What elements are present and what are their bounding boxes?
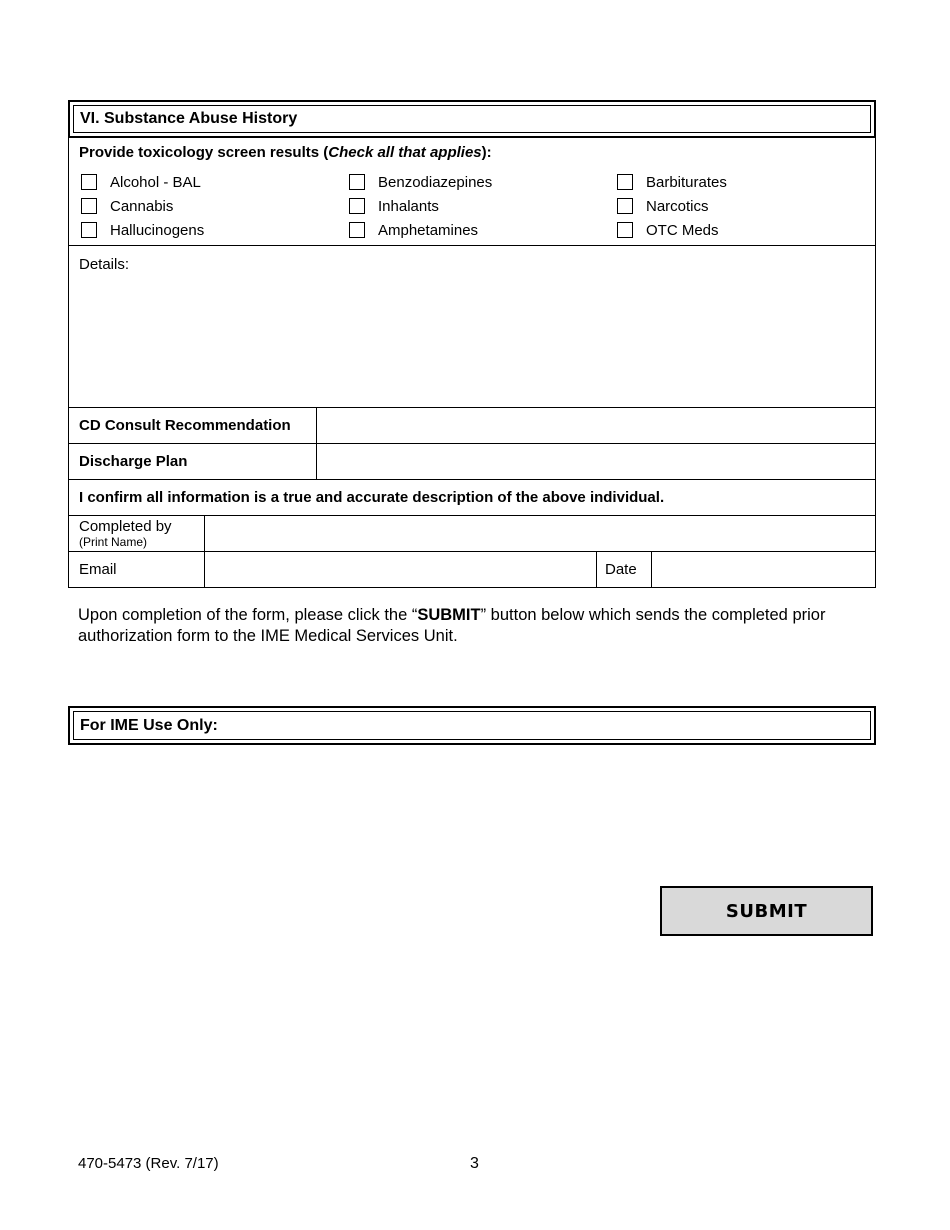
checkbox-box[interactable] bbox=[349, 198, 365, 214]
checkbox-narcotics[interactable]: Narcotics bbox=[617, 194, 727, 218]
checkbox-inhalants[interactable]: Inhalants bbox=[349, 194, 492, 218]
section-title: VI. Substance Abuse History bbox=[80, 110, 298, 127]
checkbox-box[interactable] bbox=[617, 174, 633, 190]
discharge-plan-input[interactable] bbox=[317, 444, 875, 479]
print-name-label: (Print Name) bbox=[79, 535, 148, 549]
checkbox-column-2 bbox=[349, 170, 492, 242]
checkbox-box[interactable] bbox=[617, 222, 633, 238]
page-number: 3 bbox=[470, 1155, 479, 1172]
checkbox-cannabis[interactable]: Cannabis bbox=[81, 194, 204, 218]
submit-instructions: Upon completion of the form, please click the “SUBMIT” button below which sends the completed prior authorization form to the IME Medical Services Unit. bbox=[78, 606, 826, 645]
completed-by-label-group bbox=[79, 518, 172, 549]
checkbox-box[interactable] bbox=[349, 174, 365, 190]
email-label: Email bbox=[79, 561, 117, 578]
checkbox-benzodiazepines[interactable]: Benzodiazepines bbox=[349, 170, 492, 194]
section-header bbox=[68, 100, 876, 138]
checkbox-box[interactable] bbox=[349, 222, 365, 238]
submit-button[interactable]: SUBMIT bbox=[660, 886, 873, 936]
date-label: Date bbox=[605, 561, 637, 578]
checkbox-alcohol-bal[interactable]: Alcohol - BAL bbox=[81, 170, 204, 194]
toxicology-prompt: Provide toxicology screen results (Check all that applies): bbox=[79, 144, 492, 161]
confirmation-text: I confirm all information is a true and accurate description of the above individual. bbox=[79, 489, 665, 506]
checkbox-column-3 bbox=[617, 170, 727, 242]
completed-by-row bbox=[68, 515, 876, 552]
ime-use-title: For IME Use Only: bbox=[80, 716, 218, 734]
checkbox-barbiturates[interactable]: Barbiturates bbox=[617, 170, 727, 194]
checkbox-amphetamines[interactable]: Amphetamines bbox=[349, 218, 492, 242]
completed-by-label: Completed by bbox=[79, 518, 172, 535]
cd-consult-input[interactable] bbox=[317, 408, 875, 443]
email-input[interactable] bbox=[205, 552, 595, 587]
checkbox-box[interactable] bbox=[617, 198, 633, 214]
email-date-row bbox=[68, 551, 876, 588]
checkbox-otc-meds[interactable]: OTC Meds bbox=[617, 218, 727, 242]
cd-consult-label: CD Consult Recommendation bbox=[79, 417, 291, 434]
form-number: 470-5473 (Rev. 7/17) bbox=[78, 1155, 219, 1172]
cd-consult-row bbox=[68, 407, 876, 444]
ime-use-header bbox=[68, 706, 876, 745]
checkbox-box[interactable] bbox=[81, 174, 97, 190]
details-field[interactable] bbox=[68, 245, 876, 408]
discharge-plan-row bbox=[68, 443, 876, 480]
toxicology-section bbox=[68, 137, 876, 246]
date-input[interactable] bbox=[652, 552, 875, 587]
discharge-plan-label: Discharge Plan bbox=[79, 453, 188, 470]
checkbox-column-1 bbox=[81, 170, 204, 242]
confirmation-row bbox=[68, 479, 876, 516]
checkbox-box[interactable] bbox=[81, 222, 97, 238]
checkbox-hallucinogens[interactable]: Hallucinogens bbox=[81, 218, 204, 242]
details-label: Details: bbox=[79, 256, 130, 273]
completed-by-input[interactable] bbox=[205, 516, 875, 551]
checkbox-box[interactable] bbox=[81, 198, 97, 214]
